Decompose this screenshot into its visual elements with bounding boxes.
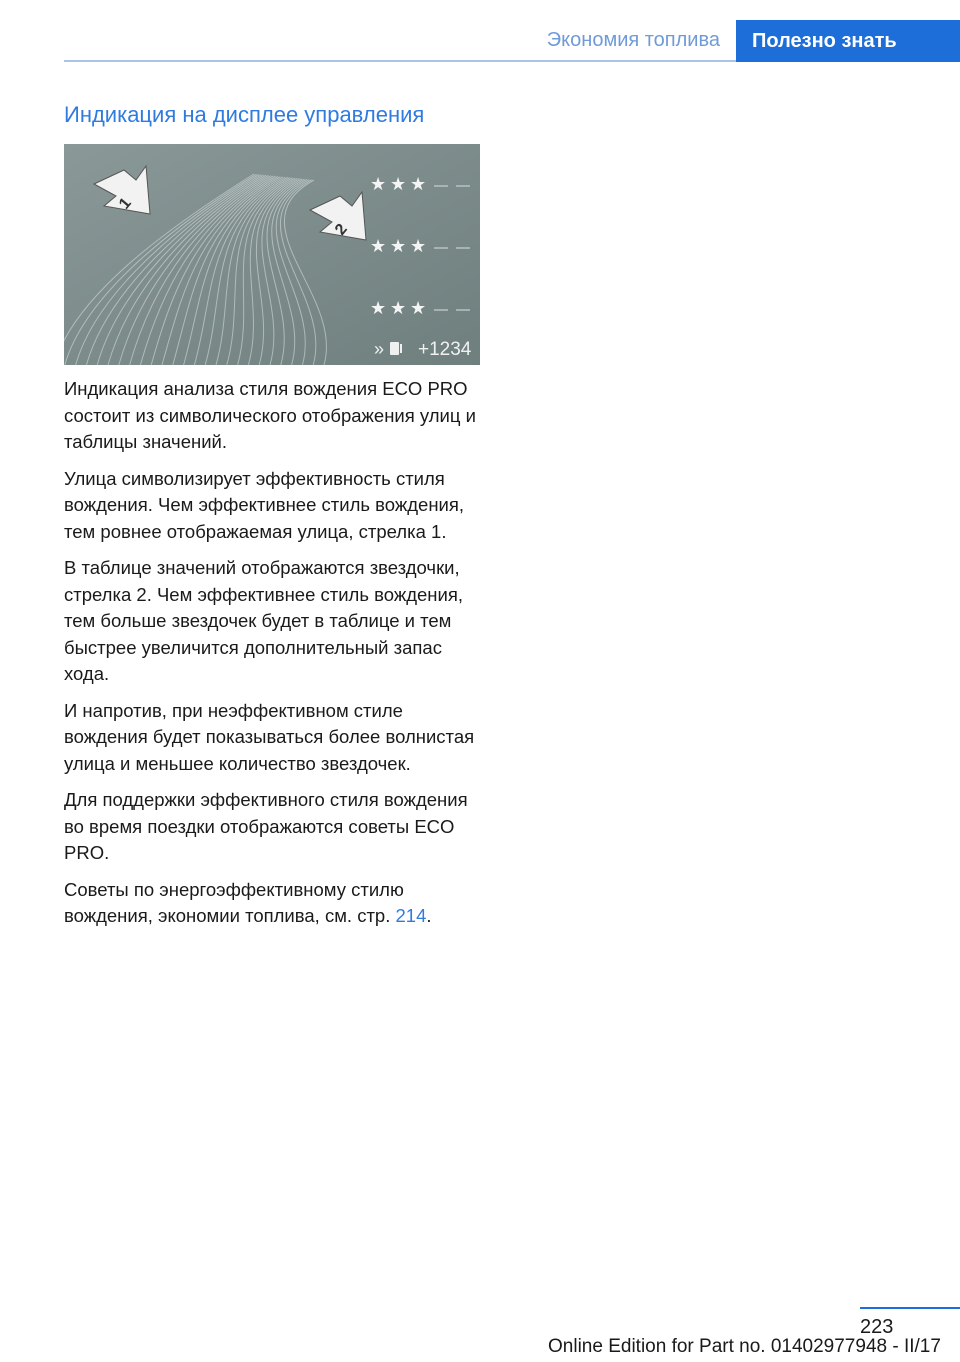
section-title: Экономия топлива (546, 29, 720, 51)
body-text (64, 376, 484, 940)
paragraph-3: В таблице значений отображаются звездочки, стрелка 2. Чем эффективнее стиль вождения, тем больше звездочек будет в таблице и тем быстрее увеличится дополнительный запас хода. (64, 557, 463, 684)
footer-edition: Online Edition for Part no. 01402977948 - II/17 (548, 1336, 941, 1357)
paragraph-1: Индикация анализа стиля вождения ECO PRO состоит из символического отображения улиц и таблицы значений. (64, 378, 476, 452)
paragraph-6-end: . (426, 905, 432, 926)
star-icon: ★ (370, 298, 387, 319)
paragraph-2: Улица символизирует эффективность стиля вождения. Чем эффективнее стиль вождения, тем ровнее отображаемая улица, стрелка 1. (64, 467, 465, 542)
star-icon: ★ (390, 236, 407, 257)
star-icon: ★ (410, 174, 427, 195)
star-icon: ★ (390, 174, 407, 195)
paragraph-4: И напротив, при неэффективном стиле вождения будет показываться более волнистая улица и меньшее количество звездочек. (64, 699, 475, 774)
eco-pro-display-figure (64, 144, 480, 365)
star-icon: ★ (410, 236, 427, 257)
page-heading: Индикация на дисплее управления (64, 102, 425, 127)
arrow-2-label: 2 (332, 220, 351, 239)
chapter-tab[interactable]: Полезно знать (736, 20, 960, 62)
page-number: 223 (860, 1316, 894, 1338)
star-icon: ★ (370, 174, 387, 195)
star-icon: ★ (410, 298, 427, 319)
page-reference-link[interactable]: 214 (395, 905, 427, 926)
paragraph-6 (64, 877, 484, 930)
chevron-double-icon: » (374, 339, 385, 359)
paragraph-5: Для поддержки эффективного стиля вождения во время поездки отображаются советы ECO PRO. (64, 789, 468, 863)
footer-divider (860, 1307, 960, 1309)
arrow-1-label: 1 (116, 194, 135, 213)
paragraph-6-text: Советы по энергоэффективному стилю вождения, экономии топлива, см. стр. (64, 878, 404, 926)
star-icon: ★ (370, 236, 387, 257)
range-value: +1234 (418, 339, 472, 360)
star-icon: ★ (390, 298, 407, 319)
header-divider (64, 60, 736, 62)
